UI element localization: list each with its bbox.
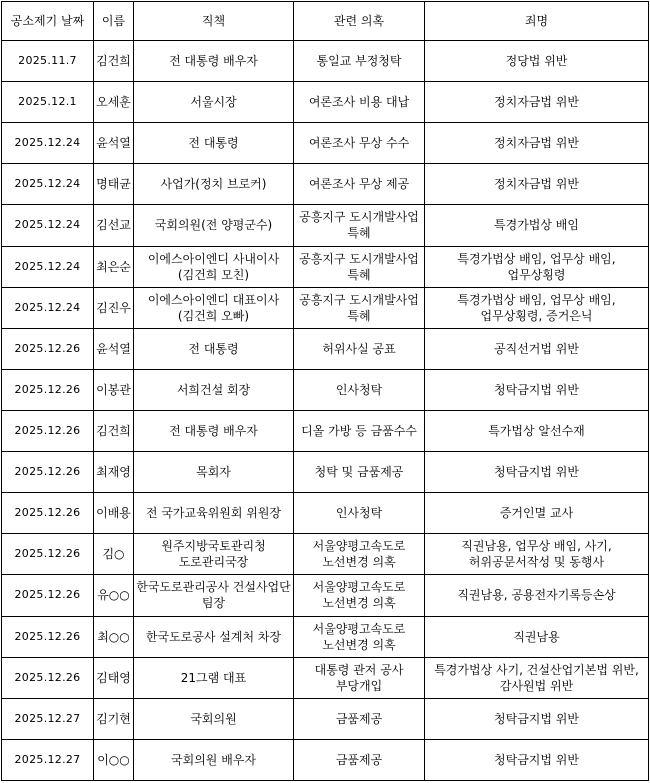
cell-charge: 특경가법상 배임, 업무상 배임, 업무상횡령 <box>425 246 649 287</box>
header-allegation: 관련 의혹 <box>294 2 425 41</box>
cell-name: 윤석열 <box>94 123 134 164</box>
cell-date: 2025.11.7 <box>2 41 94 82</box>
cell-allegation: 허위사실 공표 <box>294 328 425 369</box>
cell-date: 2025.12.24 <box>2 164 94 205</box>
cell-date: 2025.12.1 <box>2 82 94 123</box>
cell-position: 서희건설 회장 <box>134 369 294 410</box>
table-row <box>2 369 649 410</box>
table-row <box>2 287 649 328</box>
cell-name: 이○○ <box>94 739 134 780</box>
table-row <box>2 205 649 246</box>
cell-position: 국회의원(전 양평군수) <box>134 205 294 246</box>
cell-allegation: 디올 가방 등 금품수수 <box>294 410 425 451</box>
header-name: 이름 <box>94 2 134 41</box>
cell-position: 서울시장 <box>134 82 294 123</box>
cell-allegation: 금품제공 <box>294 698 425 739</box>
cell-name: 최은순 <box>94 246 134 287</box>
header-charge: 죄명 <box>425 2 649 41</box>
cell-name: 김○ <box>94 534 134 575</box>
table-row <box>2 328 649 369</box>
table-row <box>2 739 649 780</box>
cell-position: 한국도로관리공사 건설사업단 팀장 <box>134 575 294 616</box>
cell-charge: 특경가법상 배임 <box>425 205 649 246</box>
cell-charge: 청탁금지법 위반 <box>425 739 649 780</box>
cell-date: 2025.12.26 <box>2 575 94 616</box>
table-row <box>2 698 649 739</box>
cell-name: 명태균 <box>94 164 134 205</box>
cell-allegation: 서울양평고속도로 노선변경 의혹 <box>294 616 425 657</box>
cell-charge: 정치자금법 위반 <box>425 123 649 164</box>
cell-date: 2025.12.24 <box>2 287 94 328</box>
cell-charge: 정당법 위반 <box>425 41 649 82</box>
header-row <box>2 2 649 41</box>
cell-position: 국회의원 <box>134 698 294 739</box>
cell-allegation: 인사청탁 <box>294 493 425 534</box>
table-row <box>2 616 649 657</box>
cell-charge: 직권남용, 공용전자기록등손상 <box>425 575 649 616</box>
cell-allegation: 통일교 부정청탁 <box>294 41 425 82</box>
table-body <box>2 41 649 781</box>
cell-charge: 직권남용 <box>425 616 649 657</box>
cell-date: 2025.12.26 <box>2 328 94 369</box>
cell-allegation: 대통령 관저 공사 부당개입 <box>294 657 425 698</box>
cell-date: 2025.12.26 <box>2 452 94 493</box>
table-row <box>2 41 649 82</box>
header-date: 공소제기 날짜 <box>2 2 94 41</box>
cell-position: 목회자 <box>134 452 294 493</box>
cell-name: 최재영 <box>94 452 134 493</box>
cell-name: 김건희 <box>94 410 134 451</box>
cell-name: 김선교 <box>94 205 134 246</box>
cell-name: 김태영 <box>94 657 134 698</box>
cell-position: 21그램 대표 <box>134 657 294 698</box>
cell-charge: 청탁금지법 위반 <box>425 698 649 739</box>
cell-name: 김진우 <box>94 287 134 328</box>
cell-position: 전 대통령 배우자 <box>134 41 294 82</box>
cell-position: 이에스아이엔디 사내이사(김건희 모친) <box>134 246 294 287</box>
cell-charge: 정치자금법 위반 <box>425 164 649 205</box>
table-row <box>2 493 649 534</box>
cell-date: 2025.12.26 <box>2 657 94 698</box>
cell-position: 이에스아이엔디 대표이사(김건희 오빠) <box>134 287 294 328</box>
cell-allegation: 인사청탁 <box>294 369 425 410</box>
table-row <box>2 164 649 205</box>
cell-position: 전 대통령 배우자 <box>134 410 294 451</box>
cell-name: 이봉관 <box>94 369 134 410</box>
cell-charge: 특경가법상 배임, 업무상 배임, 업무상횡령, 증거은닉 <box>425 287 649 328</box>
cell-allegation: 공흥지구 도시개발사업 특혜 <box>294 287 425 328</box>
cell-charge: 청탁금지법 위반 <box>425 369 649 410</box>
cell-date: 2025.12.24 <box>2 246 94 287</box>
cell-allegation: 여론조사 비용 대납 <box>294 82 425 123</box>
cell-charge: 직권남용, 업무상 배임, 사기, 허위공문서작성 및 동행사 <box>425 534 649 575</box>
cell-name: 윤석열 <box>94 328 134 369</box>
header-position: 직책 <box>134 2 294 41</box>
cell-position: 사업가(정치 브로커) <box>134 164 294 205</box>
cell-position: 한국도로공사 설계처 차장 <box>134 616 294 657</box>
cell-date: 2025.12.26 <box>2 534 94 575</box>
cell-allegation: 서울양평고속도로 노선변경 의혹 <box>294 575 425 616</box>
indictment-table <box>1 1 649 781</box>
cell-position: 국회의원 배우자 <box>134 739 294 780</box>
cell-date: 2025.12.26 <box>2 410 94 451</box>
cell-charge: 정치자금법 위반 <box>425 82 649 123</box>
cell-charge: 특가법상 알선수재 <box>425 410 649 451</box>
cell-name: 오세훈 <box>94 82 134 123</box>
cell-allegation: 공흥지구 도시개발사업 특혜 <box>294 205 425 246</box>
table-row <box>2 410 649 451</box>
cell-allegation: 여론조사 무상 제공 <box>294 164 425 205</box>
table-row <box>2 123 649 164</box>
cell-name: 유○○ <box>94 575 134 616</box>
cell-name: 김건희 <box>94 41 134 82</box>
cell-allegation: 청탁 및 금품제공 <box>294 452 425 493</box>
cell-position: 전 국가교육위원회 위원장 <box>134 493 294 534</box>
cell-charge: 공직선거법 위반 <box>425 328 649 369</box>
cell-date: 2025.12.24 <box>2 205 94 246</box>
table-row <box>2 452 649 493</box>
cell-position: 전 대통령 <box>134 123 294 164</box>
cell-allegation: 금품제공 <box>294 739 425 780</box>
cell-allegation: 서울양평고속도로 노선변경 의혹 <box>294 534 425 575</box>
cell-name: 최○○ <box>94 616 134 657</box>
cell-position: 원주지방국토관리청 도로관리국장 <box>134 534 294 575</box>
cell-date: 2025.12.27 <box>2 739 94 780</box>
cell-charge: 특경가법상 사기, 건설산업기본법 위반, 감사원법 위반 <box>425 657 649 698</box>
cell-allegation: 공흥지구 도시개발사업 특혜 <box>294 246 425 287</box>
cell-name: 김기현 <box>94 698 134 739</box>
table-row <box>2 246 649 287</box>
table-row <box>2 82 649 123</box>
cell-name: 이배용 <box>94 493 134 534</box>
table-row <box>2 534 649 575</box>
cell-allegation: 여론조사 무상 수수 <box>294 123 425 164</box>
table-row <box>2 657 649 698</box>
cell-date: 2025.12.27 <box>2 698 94 739</box>
cell-date: 2025.12.24 <box>2 123 94 164</box>
cell-position: 전 대통령 <box>134 328 294 369</box>
cell-charge: 청탁금지법 위반 <box>425 452 649 493</box>
cell-date: 2025.12.26 <box>2 369 94 410</box>
table-row <box>2 575 649 616</box>
cell-charge: 증거인멸 교사 <box>425 493 649 534</box>
cell-date: 2025.12.26 <box>2 616 94 657</box>
cell-date: 2025.12.26 <box>2 493 94 534</box>
